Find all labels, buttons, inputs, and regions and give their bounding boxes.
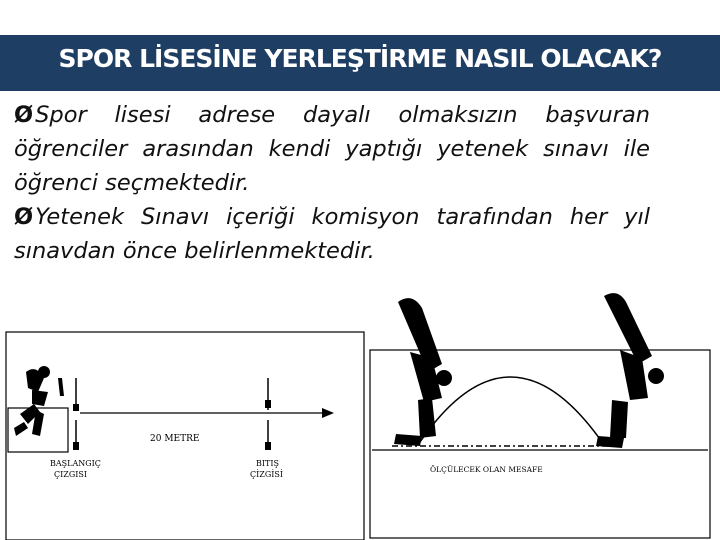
arrow-bullet-icon: Ø [14,102,34,128]
sprint-diagram [6,332,364,540]
finish-label-line1: BITIŞ [256,459,280,468]
paragraph-1-text: Spor lisesi adrese dayalı olmaksızın başvuran öğrenciler arasından kendi yaptığı yetenek sınavı ile öğrenci seçmektedir. [14,102,650,196]
jump-trajectory [420,377,602,442]
slide-body [14,98,650,268]
arrow-head-icon [322,408,334,418]
arrow-bullet-icon: Ø [14,204,34,230]
distance-label: 20 METRE [150,434,200,444]
paragraph-2-text: Yetenek Sınavı içeriği komisyon tarafından her yıl sınavdan önce belirlenmektedir. [14,204,650,264]
slide-title: SPOR LİSESİNE YERLEŞTİRME NASIL OLACAK? [58,44,662,73]
jumper-landing-icon [596,293,664,448]
finish-cone-top [265,400,271,408]
finish-label-line2: ÇİZGİSİ [250,470,284,479]
long-jump-diagram [370,293,710,538]
bullet-paragraph-1 [14,98,650,200]
start-label-line2: ÇIZGISI [54,470,88,479]
bullet-paragraph-2 [14,200,650,268]
runner-icon [14,366,64,436]
jumper-start-icon [394,298,452,446]
finish-cone-bottom [265,442,271,450]
start-cone-top [73,404,79,411]
start-cone-bottom [73,442,79,450]
start-label-line1: BAŞLANGIÇ [50,459,101,468]
figures [0,285,720,540]
jump-distance-label: ÖLÇÜLECEK OLAN MESAFE [430,465,543,474]
